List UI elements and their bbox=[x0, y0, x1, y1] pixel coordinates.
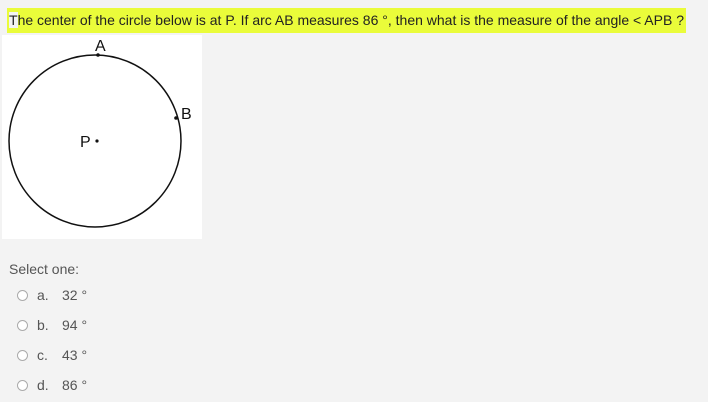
label-b: B bbox=[181, 106, 192, 123]
circle-figure bbox=[2, 35, 202, 239]
radio-button-a[interactable] bbox=[17, 290, 28, 301]
option-value-b: 94 ° bbox=[62, 317, 88, 333]
option-value-d: 86 ° bbox=[62, 377, 88, 393]
option-letter-c: c. bbox=[37, 347, 48, 363]
select-one-prompt: Select one: bbox=[9, 261, 80, 277]
label-p: P bbox=[80, 134, 91, 151]
radio-button-d[interactable] bbox=[17, 380, 28, 391]
question-first-letter: T bbox=[9, 12, 18, 28]
option-d[interactable] bbox=[17, 370, 87, 400]
radio-button-b[interactable] bbox=[17, 320, 28, 331]
label-a: A bbox=[95, 38, 106, 55]
point-b bbox=[174, 116, 178, 120]
radio-button-c[interactable] bbox=[17, 350, 28, 361]
answer-options bbox=[17, 280, 87, 400]
option-letter-a: a. bbox=[37, 287, 49, 303]
option-c[interactable] bbox=[17, 340, 87, 370]
option-a[interactable] bbox=[17, 280, 87, 310]
question-text bbox=[7, 8, 686, 33]
circle-diagram bbox=[2, 35, 202, 239]
option-letter-b: b. bbox=[37, 317, 49, 333]
option-value-c: 43 ° bbox=[62, 347, 88, 363]
point-p-dot bbox=[95, 139, 98, 142]
option-b[interactable] bbox=[17, 310, 87, 340]
option-value-a: 32 ° bbox=[62, 287, 88, 303]
circle bbox=[9, 55, 181, 227]
option-letter-d: d. bbox=[37, 377, 49, 393]
question-highlighted-text: he center of the circle below is at P. If arc AB measures 86 °, then what is the measure of the angle < APB ? bbox=[17, 12, 684, 28]
